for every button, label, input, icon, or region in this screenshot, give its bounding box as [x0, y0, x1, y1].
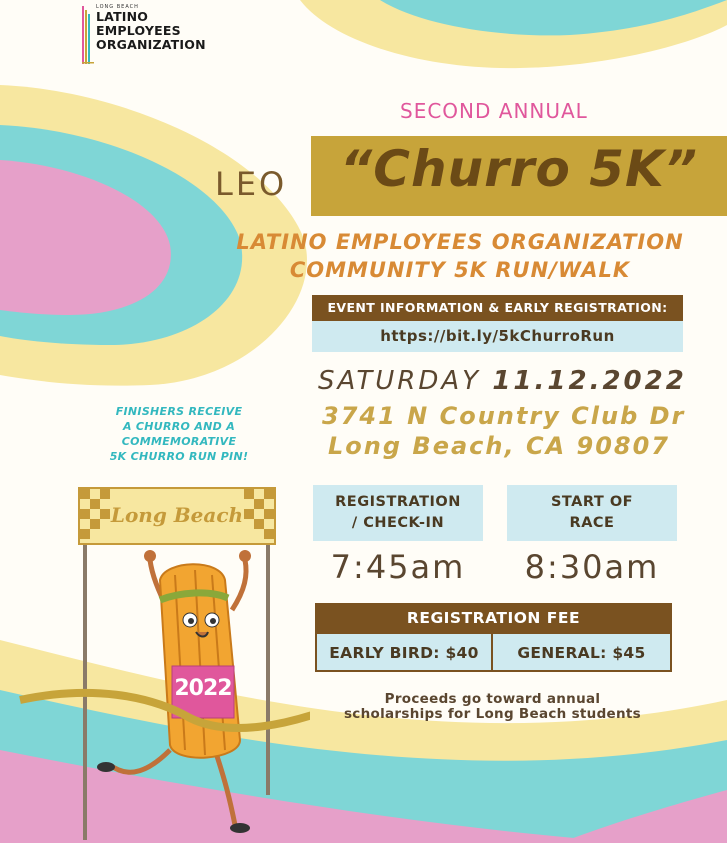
address-line-2: Long Beach, CA 90807 — [328, 432, 670, 460]
event-info-label: EVENT INFORMATION & EARLY REGISTRATION: — [312, 295, 683, 321]
registration-label-line: / CHECK-IN — [351, 515, 445, 531]
start-time: 8:30am — [524, 548, 660, 586]
logo-top-line: LONG BEACH — [96, 4, 139, 10]
start-label-box — [507, 485, 677, 541]
finishers-note-line: A CHURRO AND A — [122, 420, 236, 433]
finishers-note-line: FINISHERS RECEIVE — [115, 405, 243, 418]
leo-logo — [82, 4, 232, 64]
registration-label-line: REGISTRATION — [335, 494, 461, 510]
registration-time: 7:45am — [330, 548, 466, 586]
address-line-1: 3741 N Country Club Dr — [322, 402, 686, 430]
event-title: “Churro 5K” — [340, 140, 698, 198]
leo-label: LEO — [215, 165, 288, 203]
logo-line-1: LATINO — [96, 9, 149, 24]
churro-runner-illustration — [0, 480, 310, 843]
registration-label-box — [313, 485, 483, 541]
finishers-note — [96, 404, 262, 464]
event-day: SATURDAY — [318, 366, 482, 396]
fee-early-bird: EARLY BIRD: $40 — [315, 634, 493, 672]
fee-header: REGISTRATION FEE — [315, 603, 672, 634]
finishers-note-line: 5K CHURRO RUN PIN! — [109, 450, 249, 463]
logo-line-2: EMPLOYEES — [96, 23, 181, 38]
event-date-number: 11.12.2022 — [492, 366, 687, 396]
banner-label: Long Beach — [110, 503, 244, 527]
proceeds-line-2: scholarships for Long Beach students — [343, 706, 642, 722]
finishers-note-line: COMMEMORATIVE — [121, 435, 237, 448]
second-annual-label: SECOND ANNUAL — [400, 99, 588, 123]
bib-number: 2022 — [174, 676, 232, 701]
event-date — [318, 366, 687, 396]
fee-general: GENERAL: $45 — [491, 634, 672, 672]
subtitle-line-1: LATINO EMPLOYEES ORGANIZATION — [236, 230, 684, 254]
start-label-line: START OF — [550, 494, 634, 510]
start-label-line: RACE — [569, 515, 615, 531]
registration-link[interactable]: https://bit.ly/5kChurroRun — [312, 321, 683, 352]
subtitle-line-2: COMMUNITY 5K RUN/WALK — [289, 258, 631, 282]
logo-stripes-icon — [82, 6, 94, 64]
proceeds-line-1: Proceeds go toward annual — [384, 691, 601, 707]
logo-line-3: ORGANIZATION — [96, 37, 206, 52]
